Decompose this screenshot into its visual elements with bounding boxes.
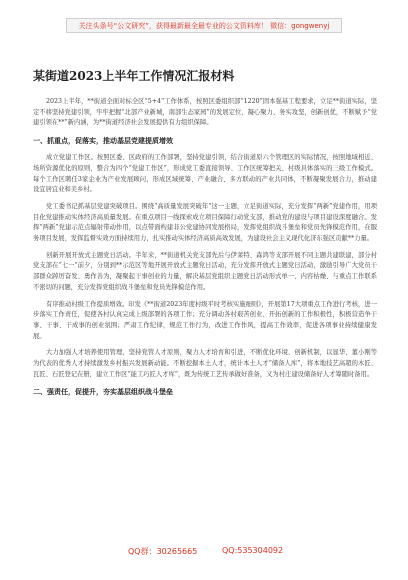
body-paragraph: 成立党建工作区。按照区委、区政府的工作部署，坚持党建引领，结合街道原六个管理区的实际情况，按照地域相近、场所资源优化的原则，整合为四个“党建工作区”，形成党工委直接领导、工作区统筹把关、村级具体落实的三级工作模式。每个工作区聘任3家企业为产业发展顾问，形成区域统筹、产业融合、多方联动的产业共同体，不断凝聚发展合力，推动建设宜居宜业和美乡村。 <box>33 154 377 194</box>
body-paragraph: 创新开展开放式主题党日活动。半年来，**街道机关党支部先后与伊莱特、森鸿等支部开展不同主题共建联建，部分村党支部在“七一”前夕，分别到**示范区等地开展开放式主题党日活动，充分发挥开放式主题党日活动，激励引导广大党员干部群众踔厉奋发、勇作善为，凝聚起干事创业的力量，解决基层党组织主题党日活动形式单一、内容枯燥、与重点工作联系不密切的问题，充分发挥党组织战斗堡垒和党员先锋模范作用。 <box>33 251 377 291</box>
promo-banner <box>66 18 342 33</box>
footer-qq-group: QQ群：30265665 <box>128 547 198 556</box>
footer-qq: QQ:535304092 <box>222 546 284 555</box>
promo-banner-text: 关注头条号“公文研究”，获得最新最全最专业的公文资料库！ 微信：gongwenyj <box>78 22 330 30</box>
document-title: 某街道2023上半年工作情况汇报材料 <box>33 69 235 83</box>
document-body <box>33 97 377 404</box>
body-paragraph: 大力加强人才培养使用管理，坚持党管人才原则，聚力人才培育和引进，不断优化环境、创新机制，以显华、董小刚等为代表的优秀人才持续激发乡村振兴发展新动能。不断挖掘本土人才，统计本土人才“储备人库”，将本地技艺高超的木匠、瓦匠、石匠登记在册，建立工作区“能工巧匠人才库”，既为传统工艺传承做好准备，又为村庄建设储备好人才筹随时备用。 <box>33 349 377 378</box>
section-heading: 二、强责任，促提升，夯实基层组织战斗堡垒 <box>33 388 173 397</box>
section-heading: 一、抓重点，促落实，推动基层党建提质增效 <box>33 137 173 146</box>
body-paragraph: 2023上半年，**街道全面对标全区“5+4”工作体系，按照区委组织部“1220”固本强基工程要求，立足**街道实际，坚定不移坚持党建引领，牢牢把握“北部产业新城，南部生态家园”的发展定位，凝心聚力、务实攻坚，创新创优，不断赋予“党建引领在**”新内涵，为**街道经济社会发展提供有力组织保障。 <box>33 98 377 127</box>
body-paragraph: 有序推动村级工作提质增效。印发《**街道2023年度村级平时考核实施细则》，开展第17大项重点工作进行考核，进一步落实工作责任，促使各村认真完成上级部署的各项工作；充分调动各村艰苦创业、开拓创新的工作积极性，积极营造争干事、干事、干成事的创业氛围；严肃工作纪律，规范工作行为，改进工作作风，提高工作效率，促进各项事业持续健康发展。 <box>33 300 377 340</box>
footer-contact <box>0 546 408 560</box>
body-paragraph: 党工委书记抓基层党建突破项目。围绕“高质量发展突破年”这一主题，立足街道实际，充分发挥“两新”党建作用，用项目化党建推动实体经济高质量发展。在重点项目一线探索成立项目保障行动党支部，推动党的建设与项目建设深度融合。发挥“两新”党建示范点辐射带动作用，以点带面构建非公党建协同发展格局，发挥党组织战斗堡垒和党员先锋模范作用，在服务项目发展、发挥监督实效方面持续用力，扎实推动实体经济高质高效发展，为建设社会主义现代化济东强区贡献**力量。 <box>33 202 377 243</box>
